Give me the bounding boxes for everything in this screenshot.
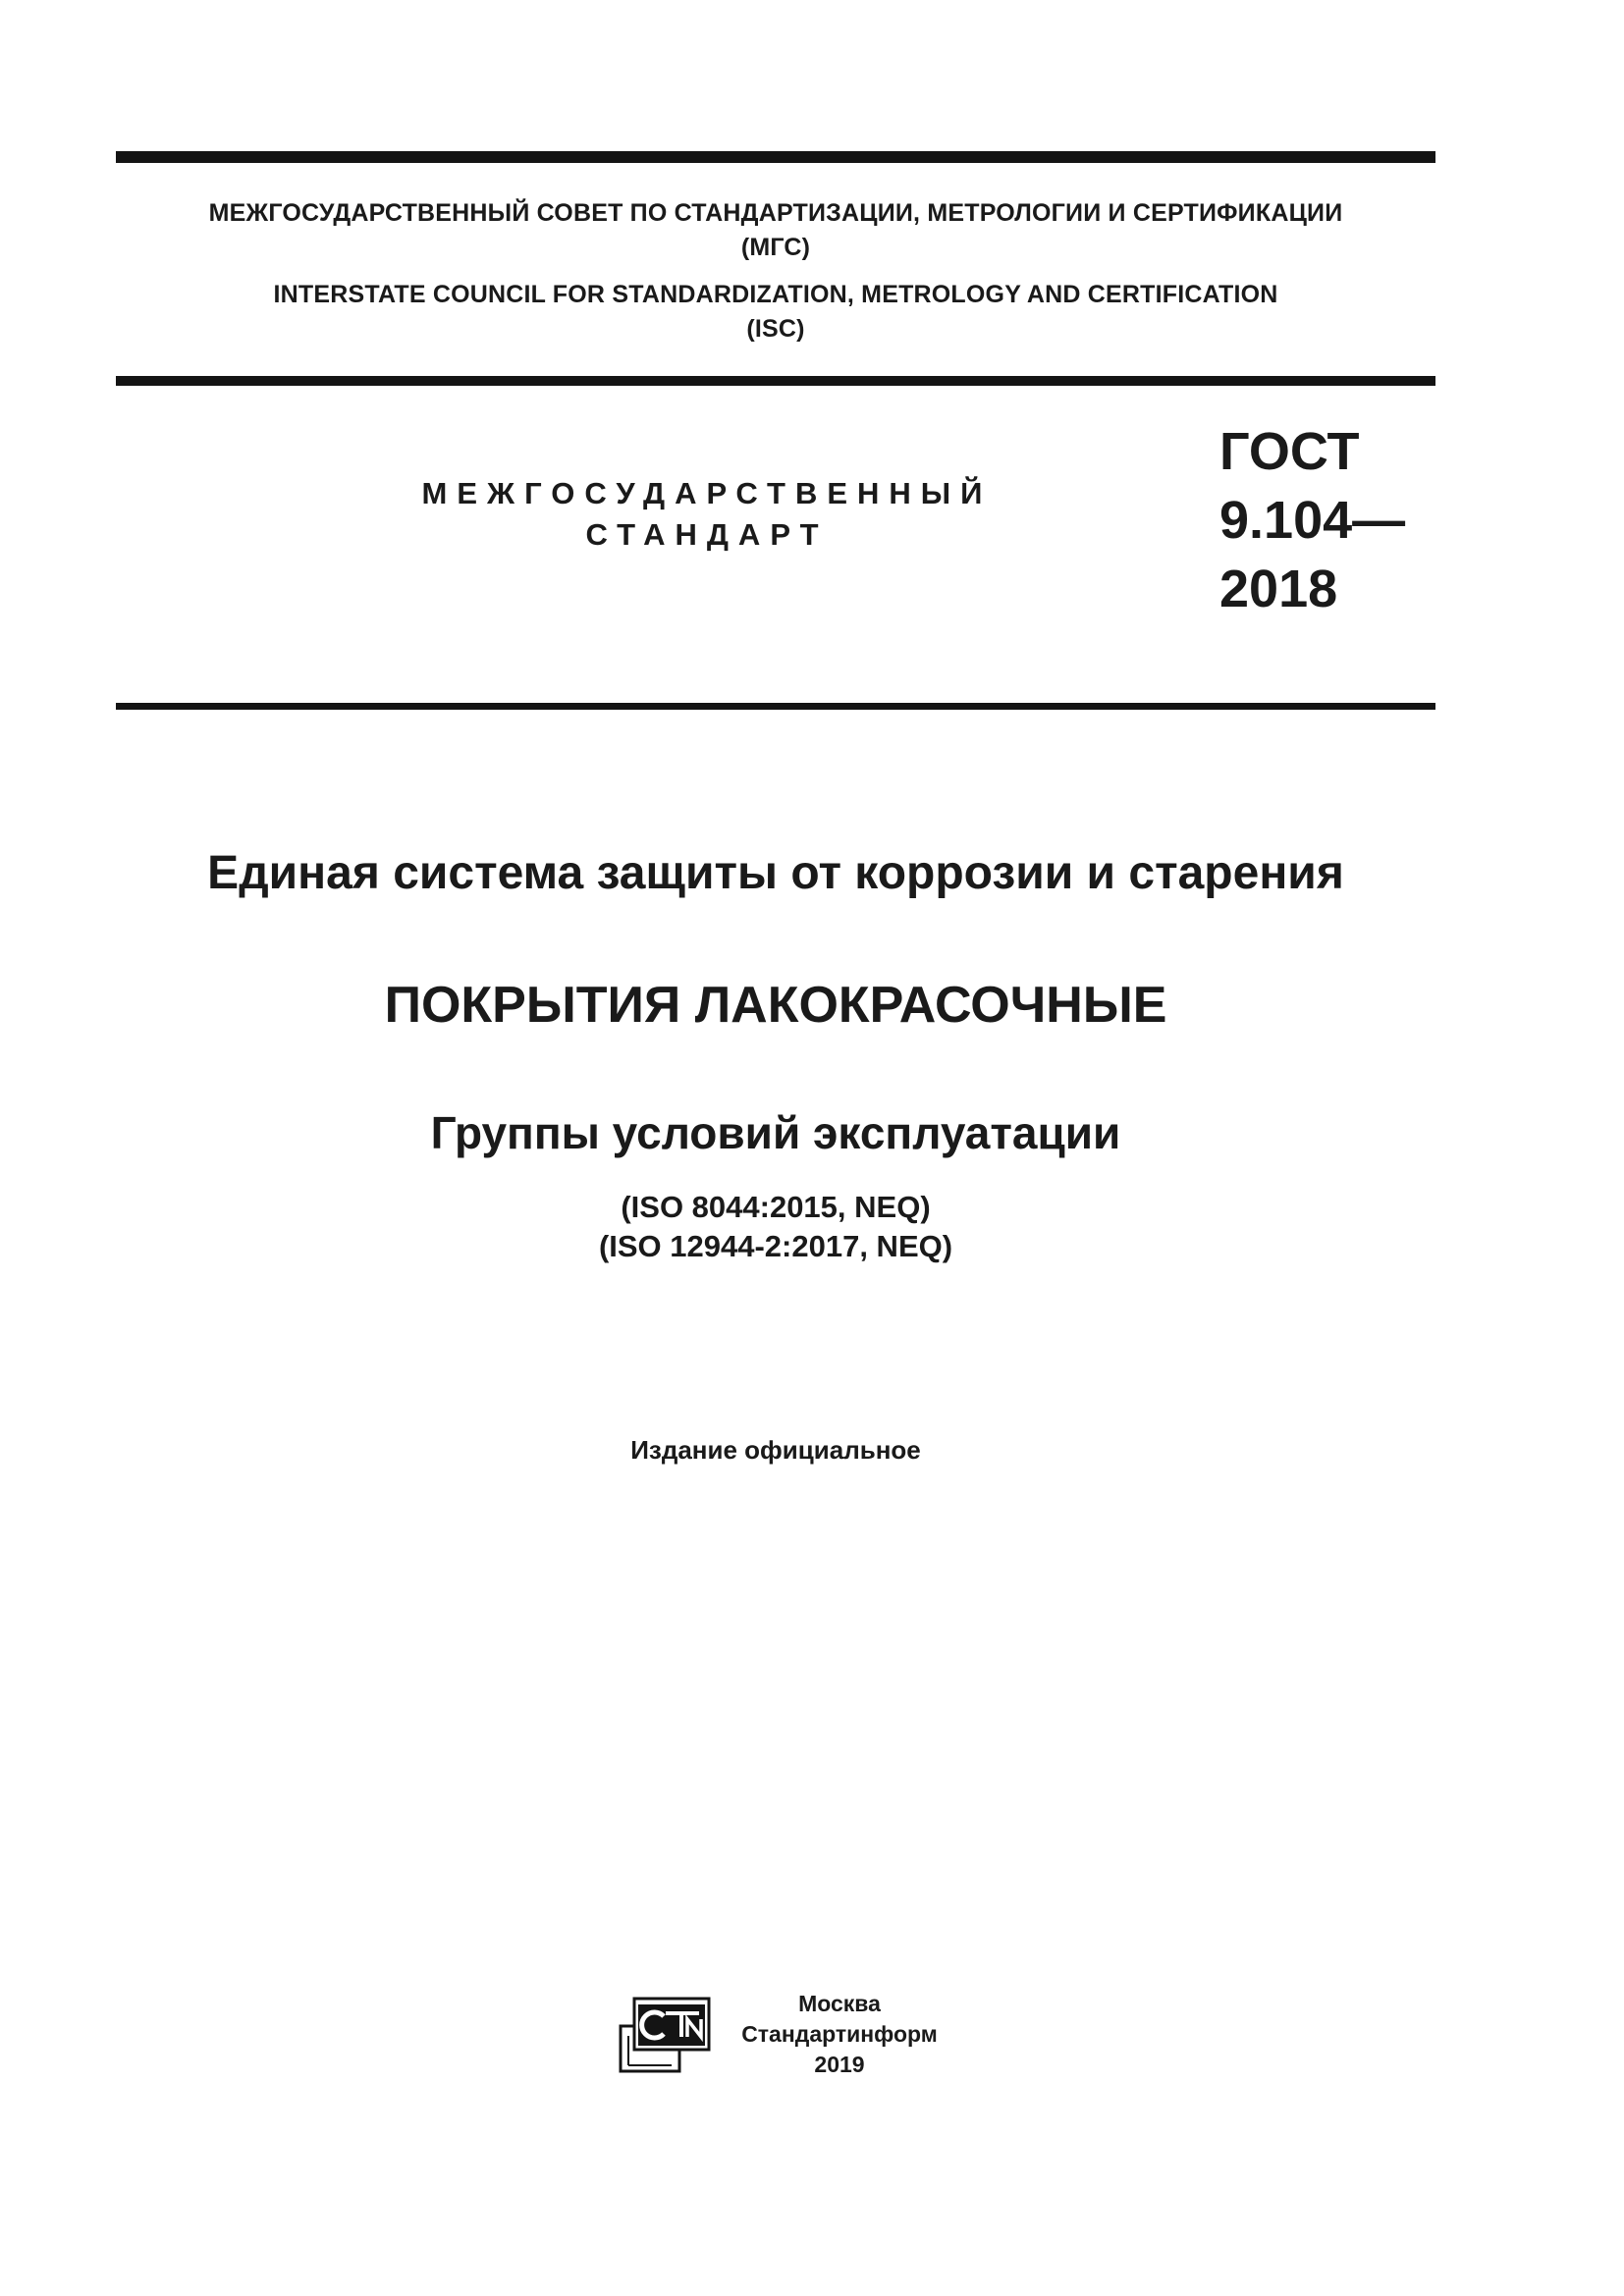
council-header bbox=[116, 196, 1435, 347]
standard-kind-line1: МЕЖГОСУДАРСТВЕННЫЙ bbox=[421, 476, 993, 510]
publisher-year: 2019 bbox=[814, 2052, 865, 2077]
publisher-city: Москва bbox=[798, 1991, 881, 2016]
edition-label: Издание официальное bbox=[630, 1435, 921, 1465]
designation-divider bbox=[116, 703, 1435, 710]
iso-reference: (ISO 12944-2:2017, NEQ) bbox=[598, 1229, 953, 1263]
council-name-en: INTERSTATE COUNCIL FOR STANDARDIZATION, METROLOGY AND CERTIFICATION bbox=[273, 281, 1278, 308]
council-abbr-ru: (МГС) bbox=[740, 234, 811, 261]
council-name-ru: МЕЖГОСУДАРСТВЕННЫЙ СОВЕТ ПО СТАНДАРТИЗАЦИИ, МЕТРОЛОГИИ И СЕРТИФИКАЦИИ bbox=[208, 199, 1343, 227]
iso-reference: (ISO 8044:2015, NEQ) bbox=[621, 1190, 931, 1224]
publisher-info bbox=[727, 1989, 952, 2080]
publisher-name: Стандартинформ bbox=[741, 2021, 938, 2047]
gost-year: 2018 bbox=[1219, 560, 1338, 618]
gost-designation bbox=[1219, 417, 1405, 623]
gost-number: 9.104— bbox=[1219, 491, 1406, 550]
top-rule bbox=[116, 151, 1435, 163]
standartinform-logo-icon bbox=[617, 1997, 711, 2073]
standard-kind-line2: СТАНДАРТ bbox=[585, 517, 829, 552]
series-title: Единая система защиты от коррозии и старения bbox=[207, 847, 1344, 899]
gost-label: ГОСТ bbox=[1219, 422, 1360, 481]
header-divider bbox=[116, 376, 1435, 386]
document-subtitle: Группы условий эксплуатации bbox=[430, 1107, 1121, 1158]
iso-references bbox=[116, 1188, 1435, 1266]
document-title: ПОКРЫТИЯ ЛАКОКРАСОЧНЫЕ bbox=[384, 977, 1167, 1034]
council-abbr-en: (ISC) bbox=[746, 315, 805, 343]
standard-kind bbox=[324, 473, 1090, 556]
